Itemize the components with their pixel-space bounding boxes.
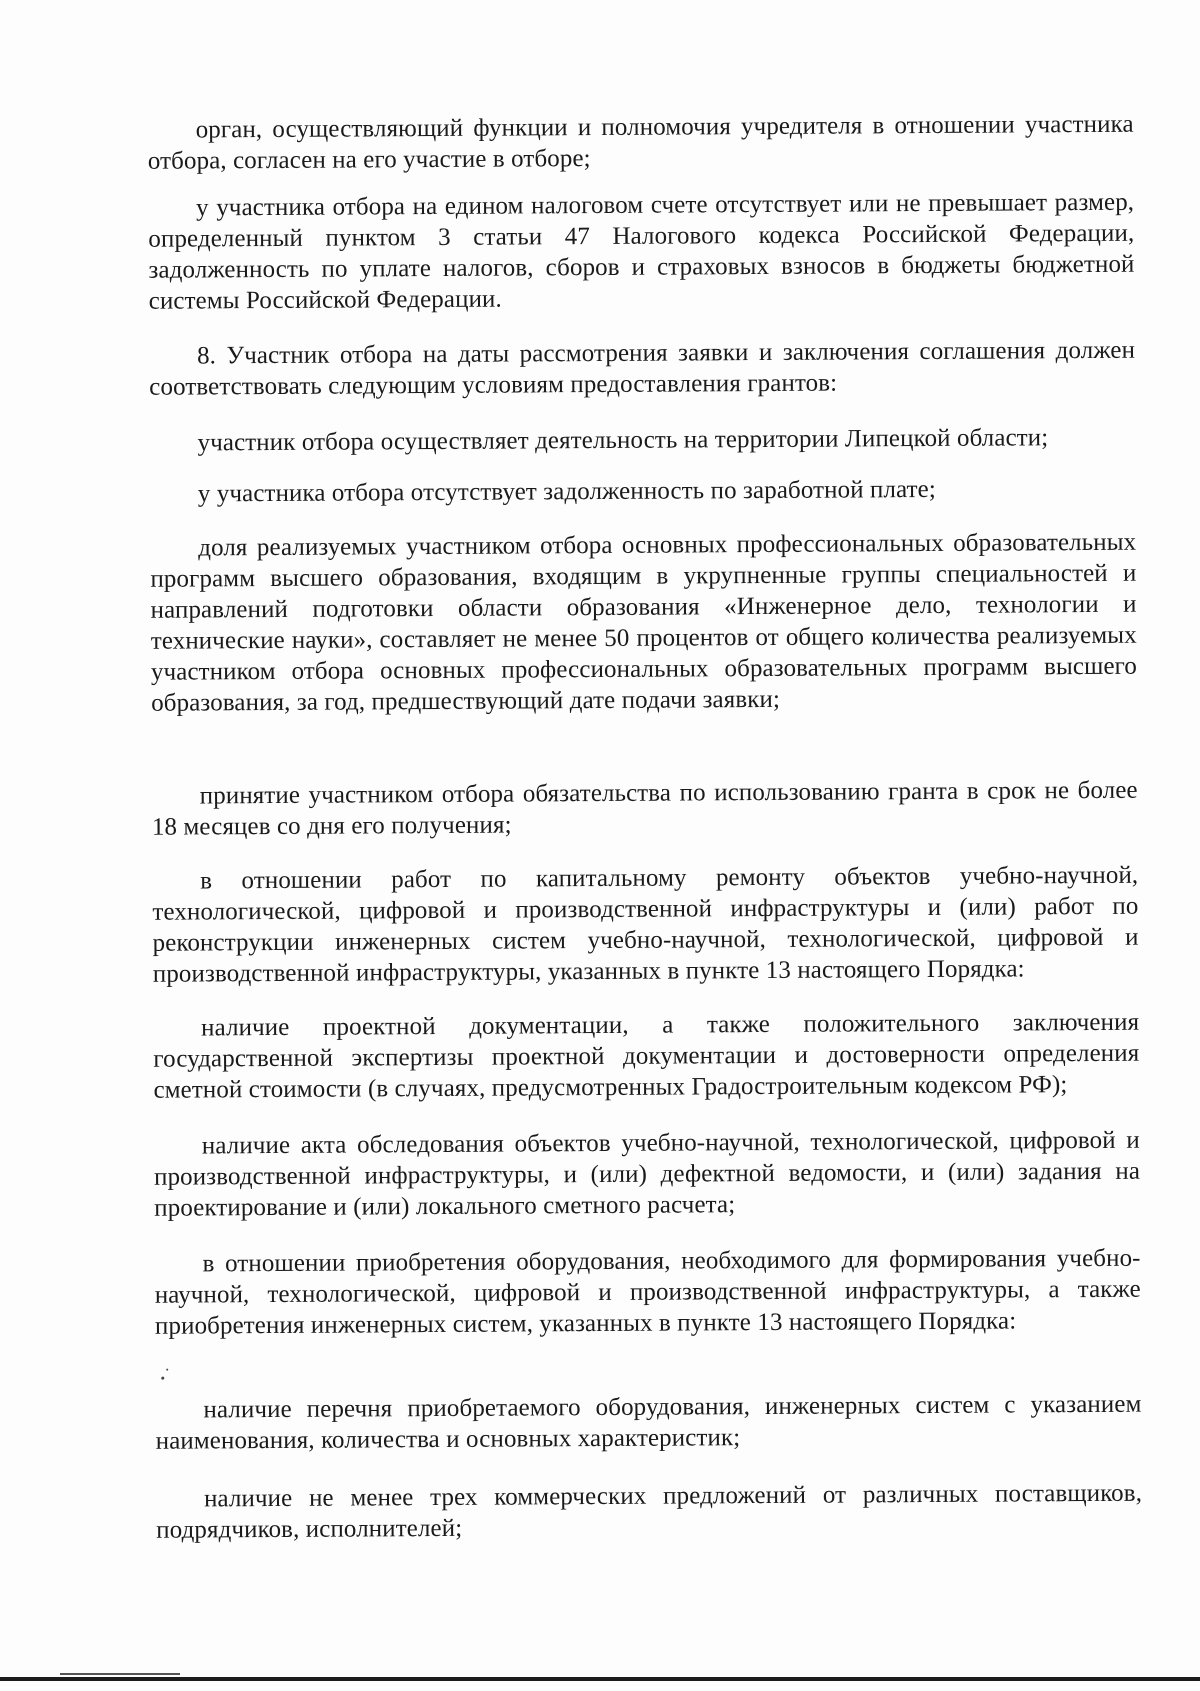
paragraph-engineering-share: доля реализуемых участником отбора основных профессиональных образовательных программ высшего образования, входящим в укрупненные группы специальностей и направлений подготовки области образования «Инженерное дело, технологии и технические науки», составляет не менее 50 процентов от общего количества реализуемых участником отбора основных профессиональных образовательных программ высшего образования, за год, предшествующий дате подачи заявки;: [150, 528, 1138, 717]
scan-speck: [161, 1377, 164, 1380]
paragraph-section-8: 8. Участник отбора на даты рассмотрения заявки и заключения соглашения должен соответствовать следующим условиям предоставления грантов:: [149, 336, 1136, 401]
paragraph-grant-use-term: принятие участником отбора обязательства по использованию гранта в срок не более 18 месяцев со дня его получения;: [151, 776, 1138, 841]
paragraph-project-documentation: наличие проектной документации, а также положительного заключения государственной экспертизы проектной документации и достоверности определения сметной стоимости (в случаях, предусмотренных Градостроительным кодексом РФ);: [153, 1008, 1140, 1104]
paragraph-capital-repair: в отношении работ по капитальному ремонту объектов учебно-научной, технологической, цифровой и производственной инфраструктуры и (или) работ по реконструкции инженерных систем учебно-научной, технологической, цифровой и производственной инфраструктуры, указанных в пункте 13 настоящего Порядка:: [152, 861, 1139, 988]
page-bottom-border: [0, 1677, 1200, 1681]
paragraph-inspection-act: наличие акта обследования объектов учебно-научной, технологической, цифровой и производственной инфраструктуры, и (или) дефектной ведомости, и (или) задания на проектирование и (или) локального сметного расчета;: [153, 1126, 1141, 1222]
paragraph-lipetsk-territory: участник отбора осуществляет деятельность на территории Липецкой области;: [197, 424, 1049, 457]
paragraph-no-wage-arrears: у участника отбора отсутствует задолженность по заработной плате;: [197, 475, 936, 508]
paragraph-tax-debt: у участника отбора на едином налоговом счете отсутствует или не превышает размер, определенный пунктом 3 статьи 47 Налогового кодекса Российской Федерации, задолженность по уплате налогов, сборов и страховых взносов в бюджеты бюджетной системы Российской Федерации.: [148, 188, 1135, 315]
scan-speck: [166, 1369, 168, 1371]
paragraph-commercial-offers: наличие не менее трех коммерческих предложений от различных поставщиков, подрядчиков, исполнителей;: [156, 1479, 1143, 1544]
scan-edge-line: [60, 1673, 180, 1675]
paragraph-equipment-purchase: в отношении приобретения оборудования, необходимого для формирования учебно-научной, технологической, цифровой и производственной инфраструктуры, а также приобретения инженерных систем, указанных в пункте 13 настоящего Порядка:: [154, 1244, 1141, 1340]
paragraph-founder-consent: орган, осуществляющий функции и полномочия учредителя в отношении участника отбора, согласен на его участие в отборе;: [147, 110, 1134, 175]
paragraph-equipment-list: наличие перечня приобретаемого оборудования, инженерных систем с указанием наименования, количества и основных характеристик;: [155, 1390, 1142, 1455]
